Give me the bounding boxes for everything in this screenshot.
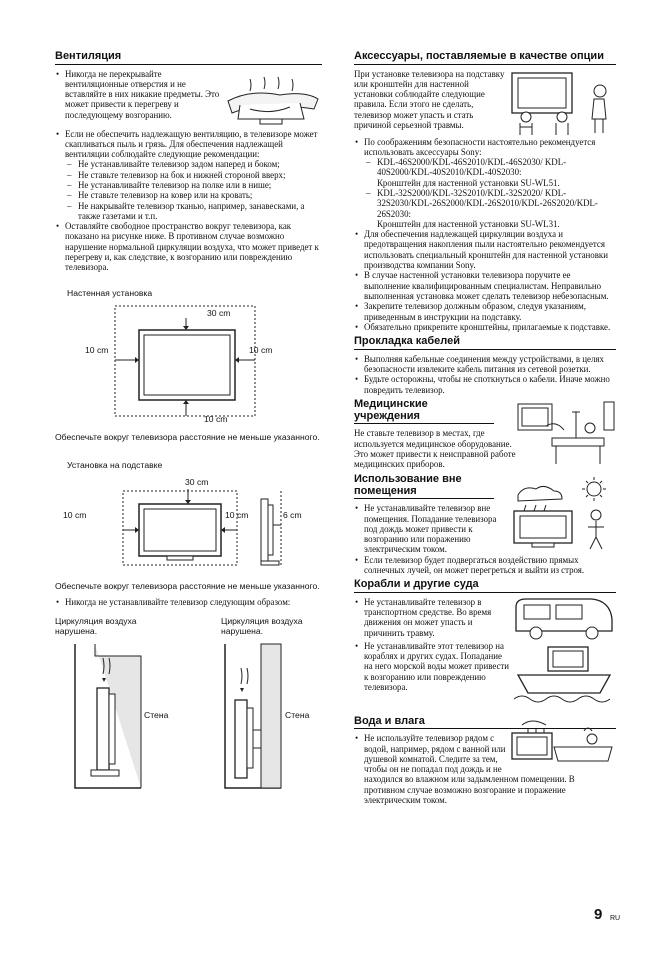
left-column — [55, 50, 322, 806]
dash-item: – Не накрывайте телевизор тканью, например, занавесками, а также газетами и т.п. — [65, 201, 322, 222]
stand-install-title: Установка на подставке — [67, 460, 163, 471]
niche-figure — [75, 644, 169, 788]
dash-item: – Не ставьте телевизор на бок и нижней стороной вверх; — [65, 170, 322, 180]
outdoor-heading: Использование вне помещения — [354, 473, 494, 500]
ships-list — [354, 597, 616, 705]
model-group-1: – KDL-46S2000/KDL-46S2010/KDL-46S2030/ KDL-40S2000/KDL-40S2010/KDL-40S2030: Кронштейн для настенной установки SU-WL51. — [364, 157, 616, 188]
circulation-label-2: Циркуляция воздуха нарушена. — [221, 615, 303, 636]
stand-dim-top: 30 cm — [185, 476, 209, 487]
ventilation-bullet-3: • Оставляйте свободное пространство вокруг телевизора, как показано на рисунке ниже. В противном случае возможно нарушение нормальной циркуляции воздуха, что может приведет к перегреву и, как следствие, к возгоранию или повреждению телевизора. — [55, 221, 322, 272]
vehicle-illustration — [512, 597, 616, 641]
stand-dim-left: 10 cm — [63, 509, 87, 520]
wall-dim-right: 10 cm — [249, 345, 273, 356]
outdoor-bullet-2: • Если телевизор будет подвергаться воздействию прямых солнечных лучей, он может перегреться и выйти из строя. — [354, 555, 616, 576]
accessories-list — [354, 137, 616, 333]
circulation-label-1: Циркуляция воздуха нарушена. — [55, 615, 137, 636]
wall-dim-bottom: 10 cm — [204, 414, 228, 425]
ventilation-bullet-2: • Если не обеспечить надлежащую вентиляцию, в телевизоре может скапливаться пыль и грязь. Для обеспечения надлежащей вентиляции соблюдайте следующие рекомендации: – Не устанавливайте телевизор задом наперед и боком; – Не ставьте телевизор на бок и нижней стороной вверх; – Не устанавливайте телевизор на полке или в нише; – Не ставьте телевизор на ковер или на кровать; – Не накрывайте телевизор тканью, например, занавесками, а также газетами и т.п. — [55, 129, 322, 222]
accessories-bullet-3: • В случае настенной установки телевизора поручите ее выполнение квалифицированным специалистам. Неправильно выполненная установка может сделать телевизор небезопасным. — [354, 270, 616, 301]
stand-install-diagram — [55, 475, 315, 575]
page-language: RU — [610, 915, 621, 922]
never-install-bullet: • Никогда не устанавливайте телевизор следующим образом: — [55, 597, 322, 607]
sun-rain-tv-illustration — [504, 475, 616, 553]
wall-install-caption: Обеспечьте вокруг телевизора расстояние не меньше указанного. — [55, 432, 320, 443]
covered-tv-illustration — [220, 69, 322, 129]
cables-bullet-1: • Выполняя кабельные соединения между устройствами, в целях безопасности извлеките кабель питания из сетевой розетки. — [354, 354, 616, 375]
wall-install-title: Настенная установка — [67, 287, 153, 298]
hospital-illustration — [516, 398, 616, 468]
wall-install-diagram — [55, 298, 315, 428]
accessories-bullet-1: • По соображениям безопасности настоятельно рекомендуется использовать аксессуары Sony: – KDL-46S2000/KDL-46S2010/KDL-46S2030/ KDL-40S2000/KDL-40S2010/KDL-40S2030: Кронштейн для настенной установки SU-WL51. – KDL-32S2000/KDL-32S2010/KDL-32S2020/ KDL-32S2030/KDL-26S2000/KDL-26S2010/KDL-26S2020/KDL-26S2030: Кронштейн для настенной установки SU-WL31. — [354, 137, 616, 230]
right-column — [354, 50, 616, 805]
water-bullet-1: • Не используйте телевизор рядом с водой, например, рядом с ванной или душевой комнатой. Следите за тем, чтобы он не попадал под дождь и не находился во влажном или задымленном помещении. В противном случае возможно возгорание и поражение электрическим током. — [354, 733, 616, 805]
wall-label-1: Стена — [144, 709, 169, 720]
bad-install-figures — [55, 616, 322, 806]
medical-heading: Медицинские учреждения — [354, 398, 494, 425]
shelf-figure — [225, 644, 310, 788]
falling-tv-illustration — [506, 69, 616, 137]
dash-item: – Не устанавливайте телевизор задом наперед и боком; — [65, 159, 322, 169]
stand-install-caption: Обеспечьте вокруг телевизора расстояние не меньше указанного. — [55, 580, 320, 591]
accessories-model-list — [364, 157, 616, 229]
bathtub-illustration — [506, 719, 616, 767]
outdoor-list — [354, 503, 616, 575]
ventilation-bullet-1: • Никогда не перекрывайте вентиляционные отверстия и не вставляйте в них никакие предметы. Это может привести к перегреву и последующему возгоранию. — [55, 69, 322, 129]
ships-bullet-1: • Не устанавливайте телевизор в транспортном средстве. Во время движения он может упасть и причинить травму. — [354, 597, 616, 641]
water-list — [354, 733, 616, 805]
wall-dim-left: 10 cm — [85, 345, 109, 356]
dash-item: – Не ставьте телевизор на ковер или на кровать; — [65, 190, 322, 200]
accessories-heading: Аксессуары, поставляемые в качестве опции — [354, 50, 616, 65]
wall-dim-top: 30 cm — [207, 308, 231, 319]
cables-list — [354, 354, 616, 395]
ships-bullet-2: • Не устанавливайте этот телевизор на кораблях и других судах. Попадание на него морской воды может привести к возгоранию или повреждению телевизора. — [354, 641, 616, 705]
stand-dim-right: 10 cm — [225, 509, 249, 520]
medical-block: Не ставьте телевизор в местах, где используется медицинское оборудование. Это может привести к неисправной работе медицинских приборов. — [354, 428, 616, 469]
bad-install-illustration — [55, 638, 322, 808]
ventilation-heading: Вентиляция — [55, 50, 322, 65]
ventilation-list — [55, 69, 322, 273]
cables-bullet-2: • Будьте осторожны, чтобы не споткнуться о кабели. Иначе можно повредить телевизор. — [354, 374, 616, 395]
never-install-list — [55, 597, 322, 607]
ships-heading: Корабли и другие суда — [354, 578, 616, 593]
accessories-bullet-4: • Закрепите телевизор должным образом, следуя указаниям, приведенным в инструкции на подставку. — [354, 301, 616, 322]
cables-heading: Прокладка кабелей — [354, 335, 616, 350]
ventilation-dash-list — [65, 159, 322, 221]
stand-dim-back: 6 cm — [283, 509, 302, 520]
outdoor-bullet-1: • Не устанавливайте телевизор вне помещения. Попадание телевизора под дождь может привести к возгоранию или поражению электрическим током. — [354, 503, 616, 554]
model-group-2: – KDL-32S2000/KDL-32S2010/KDL-32S2020/ KDL-32S2030/KDL-26S2000/KDL-26S2010/KDL-26S2020/KDL-26S2030: Кронштейн для настенной установки SU-WL31. — [364, 188, 616, 229]
boat-illustration — [512, 641, 616, 705]
dash-item: – Не устанавливайте телевизор на полке или в нише; — [65, 180, 322, 190]
page-number: 9 — [594, 906, 603, 923]
accessories-bullet-5: • Обязательно прикрепите кронштейны, прилагаемые к подставке. — [354, 322, 616, 332]
wall-label-2: Стена — [285, 709, 310, 720]
accessories-bullet-2: • Для обеспечения надлежащей циркуляции воздуха и предотвращения накопления пыли настоятельно рекомендуется использовать специальный кронштейн для настенной установки производства компании Sony. — [354, 229, 616, 270]
water-heading: Вода и влага — [354, 715, 616, 730]
accessories-intro-block: При установке телевизора на подставку или кронштейн для настенной установки соблюдайте следующие правила. Если этого не сделать, телевизор может упасть и стать причиной серьезной травмы. — [354, 69, 616, 137]
